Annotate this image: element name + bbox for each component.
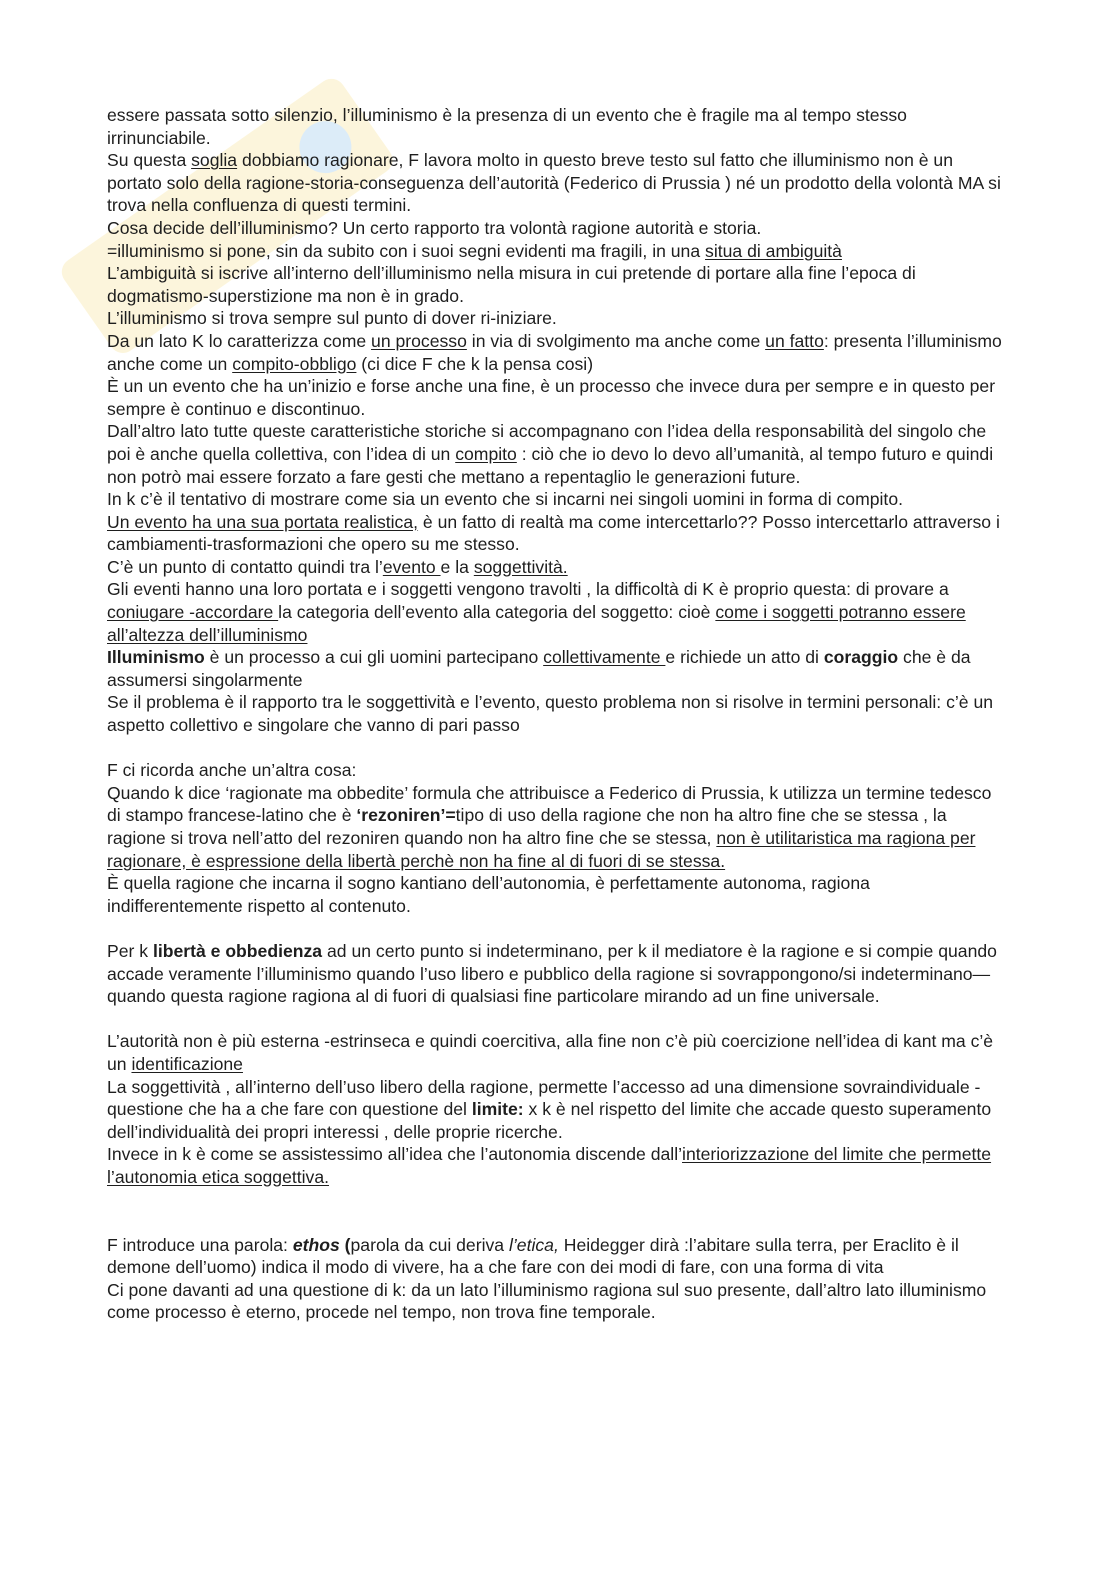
paragraph-8: È un un evento che ha un’inizio e forse anche una fine, è un processo che invece dura per sempre e in questo per sempre è continuo e discontinuo. bbox=[107, 376, 996, 419]
document-body bbox=[107, 104, 1007, 1324]
paragraph-23: F introduce una parola: ethos (parola da cui deriva l’etica, Heidegger dirà :l’abitare sulla terra, per Eraclito è il demone dell’uomo) indica il modo di vivere, ha a che fare con dei modi di fare, con una forma di vita bbox=[107, 1234, 959, 1278]
paragraph-14: Illuminismo è un processo a cui gli uomini partecipano collettivamente e richiede un atto di coraggio che è da assumersi singolarmente bbox=[107, 647, 971, 690]
paragraph-19: Per k libertà e obbedienza ad un certo punto si indeterminano, per k il mediatore è la ragione e si compie quando accade veramente l’illuminismo quando l’uso libero e pubblico della ragione si sovrappongono/si indeterminano—quando questa ragione ragiona al di fuori di qualsiasi fine particolare mirando ad un fine universale. bbox=[107, 940, 997, 1007]
paragraph-9: Dall’altro lato tutte queste caratteristiche storiche si accompagnano con l’idea della responsabilità del singolo che poi è anche quella collettiva, con l’idea di un compito : ciò che io devo lo devo all’umanità, al tempo futuro e quindi non potrò mai essere forzato a fare gesti che mettano a repentaglio le generazioni future. bbox=[107, 421, 994, 487]
paragraph-5: L’ambiguità si iscrive all’interno dell’illuminismo nella misura in cui pretende di portare alla fine l’epoca di dogmatismo-superstizione ma non è in grado. bbox=[107, 263, 916, 306]
paragraph-13: Gli eventi hanno una loro portata e i soggetti vengono travolti , la difficoltà di K è proprio questa: di provare a coniugare -accordare la categoria dell’evento alla categoria del soggetto: cioè come i soggetti potranno essere all’altezza dell’illuminismo bbox=[107, 579, 966, 645]
paragraph-7: Da un lato K lo caratterizza come un processo in via di svolgimento ma anche come un fatto: presenta l’illuminismo anche come un compito-obbligo (ci dice F che k la pensa cosi) bbox=[107, 330, 1002, 374]
paragraph-10: In k c’è il tentativo di mostrare come sia un evento che si incarni nei singoli uomini in forma di compito. bbox=[107, 489, 903, 510]
paragraph-17: Quando k dice ‘ragionate ma obbedite’ formula che attribuisce a Federico di Prussia, k utilizza un termine tedesco di stampo francese-latino che è ‘rezoniren’=tipo di uso della ragione che non ha altro fine che se stessa , la ragione si trova nell’atto del rezoniren quando non ha altro fine che se stessa, non è utilitaristica ma ragiona per ragionare, è espressione della libertà perchè non ha fine al di fuori di se stessa. bbox=[107, 782, 992, 871]
paragraph-20: L’autorità non è più esterna -estrinseca e quindi coercitiva, alla fine non c’è più coercizione nell’idea di kant ma c’è un identificazione bbox=[107, 1031, 994, 1074]
paragraph-4: =illuminismo si pone, sin da subito con i suoi segni evidenti ma fragili, in una situa di ambiguità bbox=[107, 240, 842, 261]
paragraph-1: essere passata sotto silenzio, l’illuminismo è la presenza di un evento che è fragile ma al tempo stesso irrinunciabile. bbox=[107, 105, 907, 148]
paragraph-16: F ci ricorda anche un’altra cosa: bbox=[107, 760, 357, 781]
paragraph-2: Su questa soglia dobbiamo ragionare, F lavora molto in questo breve testo sul fatto che illuminismo non è un portato solo della ragione-storia-conseguenza dell’autorità (Federico di Prussia ) né un prodotto della volontà MA si trova nella confluenza di questi termini. bbox=[107, 150, 1001, 216]
paragraph-21: La soggettività , all’interno dell’uso libero della ragione, permette l’accesso ad una dimensione sovraindividuale - questione che ha a che fare con questione del limite: x k è nel rispetto del limite che accade questo superamento dell’individualità dei propri interessi , delle proprie ricerche. bbox=[107, 1076, 992, 1142]
paragraph-3: Cosa decide dell’illuminismo? Un certo rapporto tra volontà ragione autorità e storia. bbox=[107, 217, 762, 238]
paragraph-6: L’illuminismo si trova sempre sul punto di dover ri-iniziare. bbox=[107, 308, 557, 329]
paragraph-15: Se il problema è il rapporto tra le soggettività e l’evento, questo problema non si risolve in termini personali: c’è un aspetto collettivo e singolare che vanno di pari passo bbox=[107, 692, 994, 736]
paragraph-12: C’è un punto di contatto quindi tra l’evento e la soggettività. bbox=[107, 556, 568, 577]
paragraph-22: Invece in k è come se assistessimo all’idea che l’autonomia discende dall’interiorizzazione del limite che permette l’autonomia etica soggettiva. bbox=[107, 1144, 992, 1187]
paragraph-18: È quella ragione che incarna il sogno kantiano dell’autonomia, è perfettamente autonoma, ragiona indifferentemente rispetto al contenuto. bbox=[107, 873, 870, 916]
paragraph-24: Ci pone davanti ad una questione di k: da un lato l’illuminismo ragiona sul suo presente, dall’altro lato illuminismo come processo è eterno, procede nel tempo, non trova fine temporale. bbox=[107, 1279, 987, 1323]
paragraph-11: Un evento ha una sua portata realistica, è un fatto di realtà ma come intercettarlo?? Posso intercettarlo attraverso i cambiamenti-trasformazioni che opero su me stesso. bbox=[107, 511, 1000, 555]
